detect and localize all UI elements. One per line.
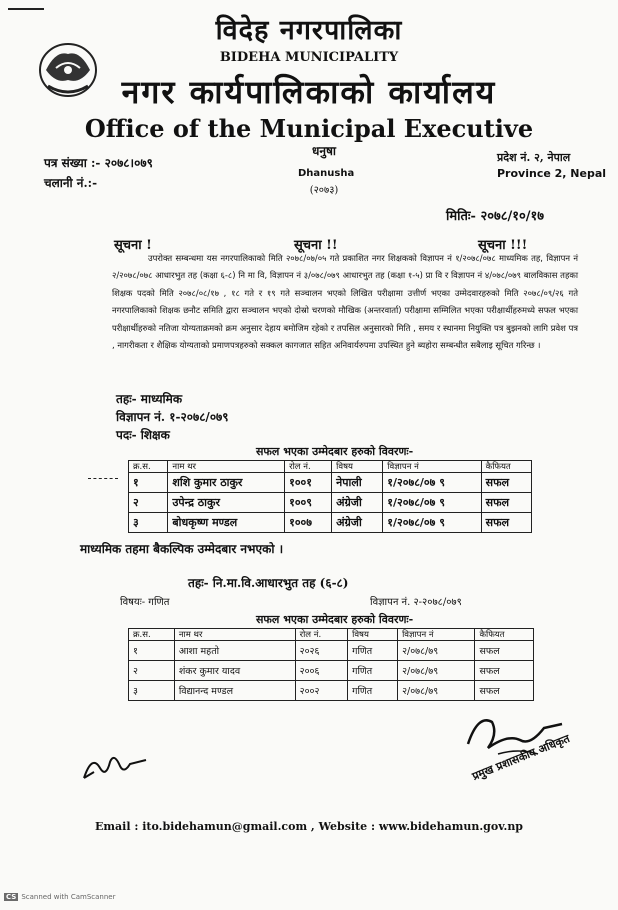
table-row bbox=[129, 681, 534, 701]
camscanner-logo-icon: CS bbox=[6, 893, 17, 901]
table-row bbox=[129, 661, 534, 681]
province-en: Province 2, Nepal bbox=[497, 167, 607, 180]
header-name: नाम थर bbox=[174, 629, 295, 641]
cell-ad-no: २/०७८/७९ bbox=[398, 641, 475, 661]
scanner-watermark bbox=[4, 893, 115, 901]
cell-ad-no: २/०७८/७९ bbox=[398, 681, 475, 701]
signatory-title: प्रमुख प्रशासकीय अधिकृत bbox=[470, 731, 572, 783]
cell-ad-no: १/२०७८/०७ ९ bbox=[383, 513, 481, 533]
cell-name: शशि कुमार ठाकुर bbox=[168, 473, 285, 493]
header-remarks: कैफियत bbox=[475, 629, 534, 641]
cell-remarks: सफल bbox=[481, 513, 531, 533]
table-row bbox=[129, 513, 532, 533]
section1-ad-number: विज्ञापन नं. १-२०७८/०७९ bbox=[116, 410, 229, 424]
notice-body-text: उपरोक्त सम्बन्धमा यस नगरपालिकाको मिति २०७८/०७/०५ गते प्रकाशित नगर शिक्षकको विज्ञापन नं १/२०७८/०७८ माध्यमिक तह, विज्ञापन नं २/२०७८/०७८ आधारभुत तह (कक्षा ६-८) नि मा वि, विज्ञापन नं ३/०७८/०७९ आधारभुत तह (कक्षा १-५) प्रा वि र विज्ञापन नं ४/०७८/०७९ बालविकास तहका शिक्षक पदको मिति २०७८/०८/१७ , १८ गते र १९ गते सञ्चालन भएको लिखित परीक्षामा उत्तीर्ण भएका उम्मेदवारहरुको मिति २०७८/०९/२६ गते नगरपालिकाको शिक्षक छनौट समिति द्वारा सञ्चालन भएको दोस्रो चरणको मौखिक (अन्तरवार्ता) परीक्षामा सम्मिलित भएका परीक्षार्थीहरुमध्ये सफल भएका परीक्षार्थीहरुको नतिजा योग्यताक्रमको क्रम अनुसार देहाय बमोजिम रहेको र तपसिल अनुसारको मिति , समय र स्थानमा नियुक्ति पत्र बुझनको लागि प्रवेश पत्र , नागरीकता र शैक्षिक योग्यताको प्रमाणपत्रहरुको सक्कल कागजात सहित अनिवार्यरुपमा उपस्थित हुने ब्यहोरा सम्बन्धीत सबैलाइ सूचित गरिन्छ । bbox=[112, 253, 578, 351]
section1-caption: सफल भएका उम्मेदबार हरुको विवरणः- bbox=[256, 445, 414, 458]
cell-name: आशा महतो bbox=[174, 641, 295, 661]
scanner-text: Scanned with CamScanner bbox=[21, 893, 116, 901]
header-roll: रोल नं. bbox=[295, 629, 348, 641]
section2-subject: विषयः- गणित bbox=[120, 597, 170, 608]
header-subject: विषय bbox=[332, 461, 383, 473]
dispatch-number: चलानी नं.:- bbox=[44, 176, 98, 190]
cell-subject: गणित bbox=[348, 661, 398, 681]
cell-roll: १००१ bbox=[285, 473, 332, 493]
no-alternate-note: माध्यमिक तहमा बैकल्पिक उम्मेदबार नभएको । bbox=[80, 542, 284, 556]
cell-name: बोधकृष्ण मण्डल bbox=[168, 513, 285, 533]
results-table-lower-secondary bbox=[128, 628, 534, 701]
notice-date: मितिः- २०७८/१०/१७ bbox=[446, 209, 545, 224]
header-ad-no: विज्ञापन नं bbox=[398, 629, 475, 641]
header-sn: क्र.स. bbox=[129, 461, 168, 473]
cell-sn: ३ bbox=[129, 513, 168, 533]
header-ad-no: विज्ञापन नं bbox=[383, 461, 481, 473]
cell-roll: २०२६ bbox=[295, 641, 348, 661]
cell-remarks: सफल bbox=[481, 473, 531, 493]
signature-left bbox=[80, 748, 150, 784]
notice-label-3: सूचना !!! bbox=[478, 238, 528, 253]
section2-caption: सफल भएका उम्मेदबार हरुको विवरणः- bbox=[256, 613, 414, 626]
header-name: नाम थर bbox=[168, 461, 285, 473]
margin-mark bbox=[88, 478, 118, 479]
table-header-row bbox=[129, 629, 534, 641]
cell-remarks: सफल bbox=[475, 681, 534, 701]
results-table-secondary bbox=[128, 460, 532, 533]
cell-roll: २००६ bbox=[295, 661, 348, 681]
cell-sn: ३ bbox=[129, 681, 175, 701]
cell-ad-no: १/२०७८/०७ ९ bbox=[383, 493, 481, 513]
cell-name: शंकर कुमार यादव bbox=[174, 661, 295, 681]
cell-roll: १००९ bbox=[285, 493, 332, 513]
office-title-en: Office of the Municipal Executive bbox=[84, 114, 534, 143]
cell-subject: अंग्रेजी bbox=[332, 513, 383, 533]
district-en: Dhanusha bbox=[298, 168, 355, 179]
cell-sn: १ bbox=[129, 473, 168, 493]
table-header-row bbox=[129, 461, 532, 473]
header-remarks: कैफियत bbox=[481, 461, 531, 473]
cell-subject: अंग्रेजी bbox=[332, 493, 383, 513]
cell-remarks: सफल bbox=[475, 661, 534, 681]
notice-body bbox=[112, 250, 578, 354]
notice-label-1: सूचना ! bbox=[114, 238, 152, 253]
cell-name: उपेन्द्र ठाकुर bbox=[168, 493, 285, 513]
reference-number: पत्र संख्या :- २०७८।०७९ bbox=[44, 156, 153, 170]
cell-ad-no: २/०७८/७९ bbox=[398, 661, 475, 681]
cell-name: विद्यानन्द मण्डल bbox=[174, 681, 295, 701]
header-sn: क्र.स. bbox=[129, 629, 175, 641]
cell-roll: २००२ bbox=[295, 681, 348, 701]
section1-post: पदः- शिक्षक bbox=[116, 428, 170, 442]
municipality-name-en: BIDEHA MUNICIPALITY bbox=[219, 50, 399, 65]
section2-level: तहः- नि.मा.वि.आधारभुत तह (६-८) bbox=[188, 576, 349, 590]
footer-contact: Email : ito.bidehamun@gmail.com , Website : www.bidehamun.gov.np bbox=[94, 820, 524, 833]
notice-label-2: सूचना !! bbox=[294, 238, 338, 253]
cell-roll: १००७ bbox=[285, 513, 332, 533]
province-np: प्रदेश नं. २, नेपाल bbox=[497, 151, 571, 164]
table-row bbox=[129, 473, 532, 493]
cell-sn: २ bbox=[129, 661, 175, 681]
cell-sn: १ bbox=[129, 641, 175, 661]
cell-sn: २ bbox=[129, 493, 168, 513]
cell-subject: गणित bbox=[348, 641, 398, 661]
table-row bbox=[129, 641, 534, 661]
establishment-year: (२०७३) bbox=[309, 185, 339, 196]
section2-ad-number: विज्ञापन नं. २-२०७८/०७९ bbox=[370, 597, 462, 608]
header-roll: रोल नं. bbox=[285, 461, 332, 473]
section1-level: तहः- माध्यमिक bbox=[116, 392, 183, 406]
district-np: धनुषा bbox=[311, 144, 337, 158]
municipality-name-np: विदेह नगरपालिका bbox=[215, 15, 403, 46]
cell-subject: गणित bbox=[348, 681, 398, 701]
table-row bbox=[129, 493, 532, 513]
cell-remarks: सफल bbox=[481, 493, 531, 513]
cell-ad-no: १/२०७८/०७ ९ bbox=[383, 473, 481, 493]
cell-subject: नेपाली bbox=[332, 473, 383, 493]
office-title-np: नगर कार्यपालिकाको कार्यालय bbox=[121, 73, 497, 111]
header-subject: विषय bbox=[348, 629, 398, 641]
cell-remarks: सफल bbox=[475, 641, 534, 661]
